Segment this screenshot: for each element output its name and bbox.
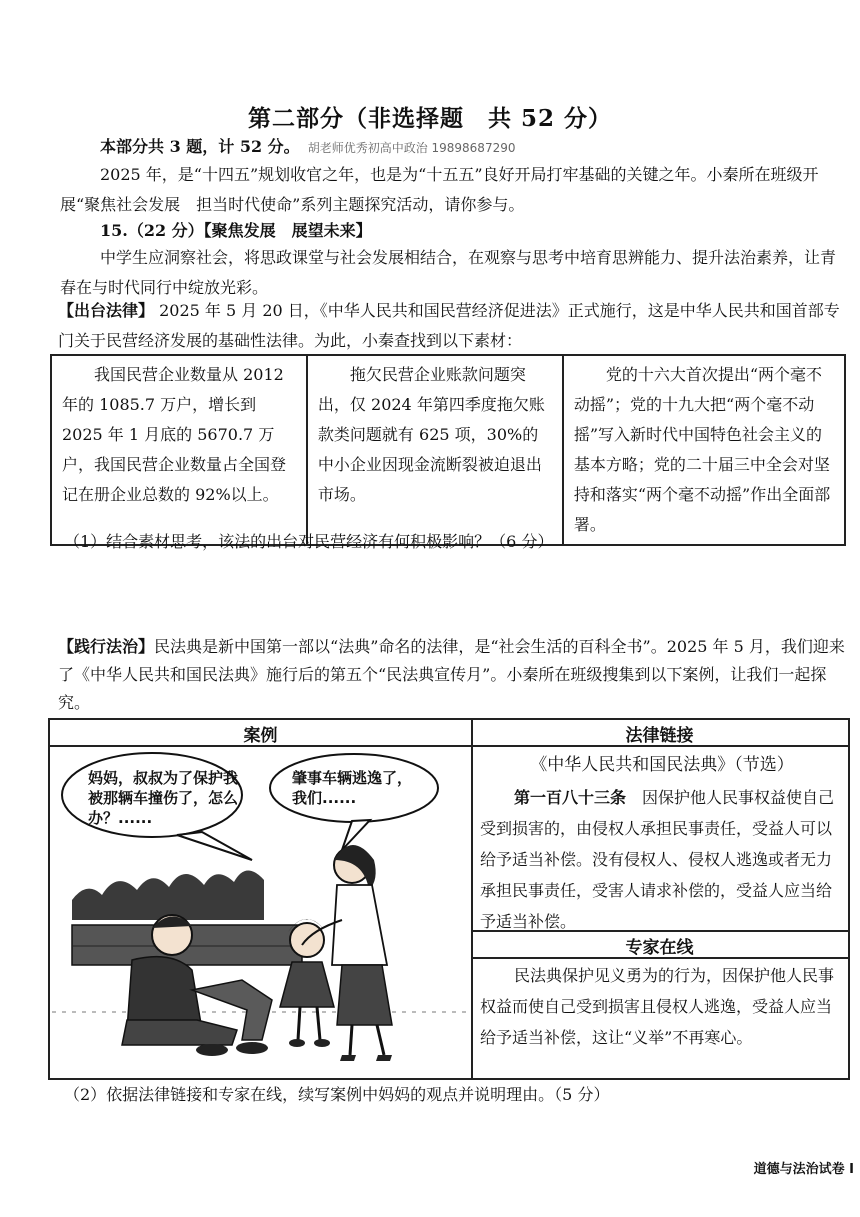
sub-question-1: （1）结合素材思考，该法的出台对民营经济有何积极影响？（6 分） [64, 532, 554, 551]
intro-background: 2025 年，是“十四五”规划收官之年，也是为“十五五”良好开局打牢基础的关键之年。小秦所在班级开展“聚焦社会发展 担当时代使命”系列主题探究活动，请你参与。 [60, 165, 819, 214]
watermark: 胡老师优秀初高中政治 19898687290 [307, 141, 516, 155]
section-title: 第二部分（非选择题 共 52 分） [247, 105, 613, 132]
q15-heading: 15.（22 分）【聚焦发展 展望未来】 [100, 221, 372, 240]
q15-lead: 中学生应洞察社会，将思政课堂与社会发展相结合，在观察与思考中培育思辨能力、提升法治素养，让青春在与时代同行中绽放光彩。 [60, 248, 837, 297]
practice-tag: 【践行法治】 [58, 637, 155, 656]
article-number: 第一百八十三条 [514, 788, 627, 807]
article-text: 因保护他人民事权益使自己受到损害的，由侵权人承担民事责任，受益人可以给予适当补偿。没有侵权人、侵权人逃逸或者无力承担民事责任，受害人请求补偿的，受益人应当给予适当补偿。 [480, 788, 835, 931]
material-1: 我国民营企业数量从 2012 年的 1085.7 万户，增长到 2025 年 1 月底的 5670.7 万户，我国民营企业数量占全国登记在册企业总数的 92%以上。 [51, 355, 307, 545]
question-count: 本部分共 3 题，计 52 分。 [100, 137, 300, 156]
bubble-left-text: 妈妈，叔叔为了保护我被那辆车撞伤了，怎么办？...... [88, 769, 239, 827]
law-link-header: 法律链接 [625, 726, 694, 746]
law-paragraph [58, 296, 848, 356]
expert-text: 民法典保护见义勇为的行为，因保护他人民事权益而使自己受到损害且侵权人逃逸，受益人应当给予适当补偿，这让“义举”不再寒心。 [480, 966, 835, 1047]
case-header: 案例 [243, 726, 278, 746]
sub-question-2: （2）依据法律链接和专家在线，续写案例中妈妈的观点并说明理由。（5 分） [64, 1085, 610, 1104]
page-footer: 道德与法治试卷 I [753, 1162, 854, 1177]
law-link-title: 《中华人民共和国民法典》（节选） [530, 755, 794, 775]
material-2: 拖欠民营企业账款问题突出，仅 2024 年第四季度拖欠账款类问题就有 625 项，30%的中小企业因现金流断裂被迫退出市场。 [307, 355, 563, 545]
practice-text: 民法典是新中国第一部以“法典”命名的法律，是“社会生活的百科全书”。2025 年 5 月，我们迎来了《中华人民共和国民法典》施行后的第五个“民法典宣传月”。小秦所在班级搜集到以下案例，让我们一起探究。 [58, 637, 845, 712]
law-text: 2025 年 5 月 20 日，《中华人民共和国民营经济促进法》正式施行，这是中华人民共和国首部专门关于民营经济发展的基础性法律。为此，小秦查找到以下素材： [58, 301, 840, 350]
material-3: 党的十六大首次提出“两个毫不动摇”；党的十九大把“两个毫不动摇”写入新时代中国特色社会主义的基本方略；党的二十届三中全会对坚持和落实“两个毫不动摇”作出全面部署。 [563, 355, 845, 545]
case-divider [471, 718, 473, 1078]
practice-paragraph [58, 633, 848, 717]
law-tag: 【出台法律】 [58, 301, 155, 320]
expert-header: 专家在线 [625, 938, 694, 958]
bubble-right-text: 肇事车辆逃逸了，我们...... [292, 769, 413, 807]
materials-table [50, 354, 846, 546]
intro-count-line [60, 132, 840, 163]
law-article [480, 782, 840, 937]
case-cartoon [52, 750, 468, 1072]
